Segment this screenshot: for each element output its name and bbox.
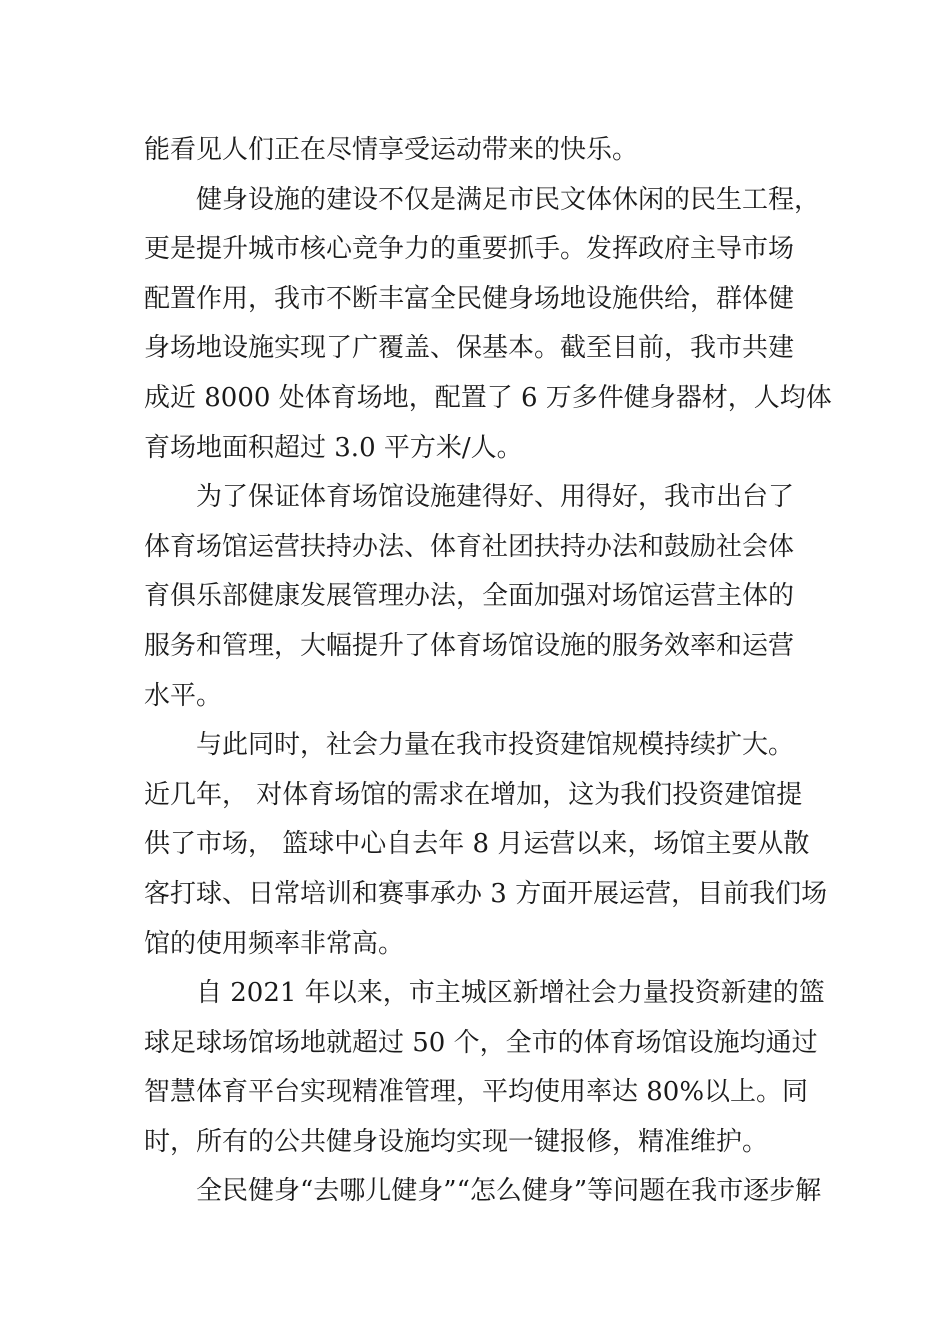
text-line: 球足球场馆场地就超过 50 个，全市的体育场馆设施均通过	[144, 1027, 818, 1058]
text-line: 水平。	[144, 680, 223, 711]
text-line: 成近 8000 处体育场地，配置了 6 万多件健身器材，人均体	[144, 382, 832, 413]
text-line: 能看见人们正在尽情享受运动带来的快乐。	[144, 135, 639, 165]
document-body	[144, 126, 832, 1217]
text-line: 体育场馆运营扶持办法、体育社团扶持办法和鼓励社会体	[144, 531, 795, 562]
paragraph-start-line: 为了保证体育场馆设施建得好、用得好，我市出台了	[196, 482, 795, 513]
paragraph-start-line: 与此同时，社会力量在我市投资建馆规模持续扩大。	[196, 730, 795, 761]
text-line: 时，所有的公共健身设施均实现一键报修，精准维护。	[144, 1126, 769, 1157]
text-line: 配置作用，我市不断丰富全民健身场地设施供给，群体健	[144, 283, 795, 314]
text-line: 供了市场， 篮球中心自去年 8 月运营以来，场馆主要从散	[144, 829, 810, 860]
text-line: 更是提升城市核心竞争力的重要抓手。发挥政府主导市场	[144, 234, 795, 265]
text-line: 近几年， 对体育场馆的需求在增加，这为我们投资建馆提	[144, 779, 803, 810]
text-line: 客打球、日常培训和赛事承办 3 方面开展运营，目前我们场	[144, 878, 828, 909]
paragraph-start-line: 健身设施的建设不仅是满足市民文体休闲的民生工程，	[196, 184, 821, 215]
text-line: 育场地面积超过 3.0 平方米/人。	[144, 432, 523, 463]
text-line: 服务和管理，大幅提升了体育场馆设施的服务效率和运营	[144, 630, 795, 661]
text-line: 育俱乐部健康发展管理办法，全面加强对场馆运营主体的	[144, 581, 795, 612]
text-line: 馆的使用频率非常高。	[144, 928, 405, 959]
paragraph-start-line: 自 2021 年以来，市主城区新增社会力量投资新建的篮	[196, 978, 825, 1009]
text-line: 智慧体育平台实现精准管理，平均使用率达 80%以上。同	[144, 1077, 809, 1108]
text-line: 身场地设施实现了广覆盖、保基本。截至目前，我市共建	[144, 333, 795, 364]
paragraph-start-line: 全民健身“去哪儿健身”“怎么健身”等问题在我市逐步解	[196, 1176, 822, 1207]
